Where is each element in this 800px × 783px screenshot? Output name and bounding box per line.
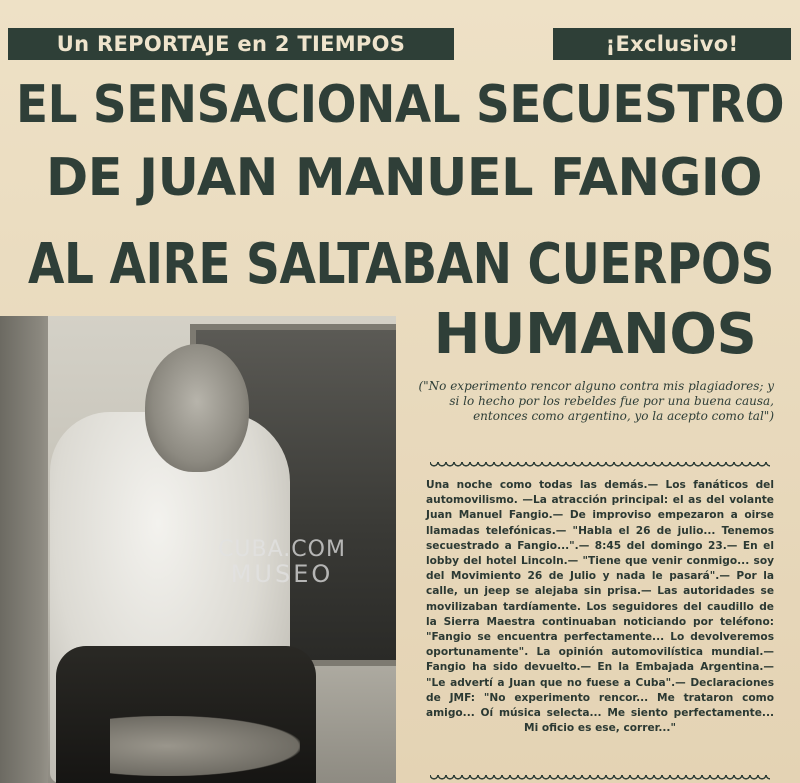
headline-line-1: EL SENSACIONAL SECUESTRO [16,75,784,135]
photo-head [145,344,249,472]
article-summary: Una noche como todas las demás.— Los fanáticos del automovilismo. —La atracción principal: el as del volante Juan Manuel Fangio.— De improviso empezaron a oirse llamadas telefónicas.— "Habla el 26 de julio... Tenemos secuestrado a Fangio...".— 8:45 del domingo 23.— En el lobby del hotel Lincoln.— "Tiene que venir conmigo... soy del Movimiento 26 de Julio y nada le pasará".— Por la calle, un jeep se alejaba sin prisa.— Las autoridades se movilizaban tardíamente. Los seguidores del caudillo de la Sierra Maestra continuaban noticiando por teléfono: "Fangio se encuentra perfectamente... Lo devolveremos oportunamente". La opinión automovilística mundial.— Fangio ha sido devuelto.— En la Embajada Argentina.— "Le advertí a Juan que no fuese a Cuba".— Declaraciones de JMF: "No experimento rencor... Me trataron como amigo... Oí música selecta... Me siento perfectamente... Mi oficio es ese, correr..." [426,479,774,735]
headline-line-2: DE JUAN MANUEL FANGIO [46,148,762,208]
subheadline-line-1: AL AIRE SALTABAN CUERPOS [28,232,774,297]
pull-quote: ("No experimento rencor alguno contra mis plagiadores; y si lo hecho por los rebeldes fue por una buena causa, entonces como argentino, yo la acepto como tal") [418,379,774,423]
subheadline-line-2: HUMANOS [433,302,757,367]
wavy-divider-bottom [430,775,770,783]
watermark-line-1: CUBA.COM [218,537,346,562]
section-banner: Un REPORTAJE en 2 TIEMPOS [8,28,454,60]
exclusive-banner: ¡Exclusivo! [553,28,791,60]
wavy-divider-top [430,462,770,470]
watermark-line-2: MUSEO [230,560,334,588]
photo-hands [110,716,300,776]
watermark-logo [212,538,352,586]
